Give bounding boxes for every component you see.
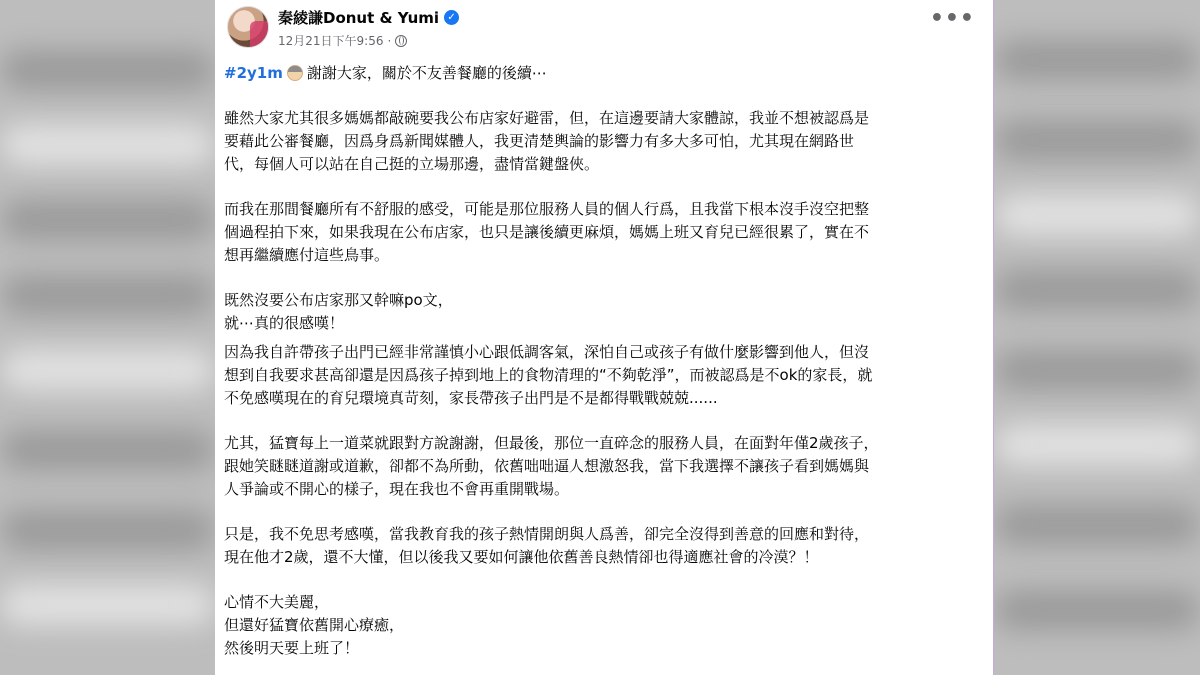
- post-paragraph: 心情不大美麗， 但還好猛寶依舊開心療癒， 然後明天要上班了！: [224, 593, 405, 657]
- globe-icon: [395, 35, 407, 47]
- post-paragraph: 尤其，猛寶每上一道菜就跟對方說謝謝，但最後，那位一直碎念的服務人員，在面對年僅2歲孩子， 跟她笑瞇瞇道謝或道歉，卻都不為所動，依舊咄咄逼人想激怒我，當下我選擇不讓孩子看到媽媽與 人爭論或不開心的樣子，現在我也不會再重開戰場。: [224, 434, 879, 498]
- hashtag-link[interactable]: #2y1m: [224, 64, 283, 82]
- post-meta: [278, 32, 407, 49]
- post-paragraph: 雖然大家尤其很多媽媽都敲碗要我公布店家好避雷，但，在這邊要請大家體諒，我並不想被認爲是 要藉此公審餐廳，因爲身爲新聞媒體人，我更清楚輿論的影響力有多大多可怕，尤其現在網路世 代，每個人可以站在自己挺的立場那邊，盡情當鍵盤俠。: [224, 109, 870, 173]
- face-emoji-icon: [287, 65, 303, 81]
- post-intro: [224, 62, 984, 85]
- post-paragraph: 只是，我不免思考感嘆，當我教育我的孩子熱情開朗與人爲善，卻完全沒得到善意的回應和對待， 現在他才2歲，還不大懂，但以後我又要如何讓他依舊善良熱情卻也得適應社會的冷漠？！: [224, 525, 870, 566]
- verified-badge-icon: ✓: [444, 10, 459, 25]
- post-paragraph: 既然沒要公布店家那又幹嘛po文， 就⋯真的很感嘆！: [224, 291, 453, 332]
- blurred-background-right: [994, 0, 1200, 675]
- blurred-background-left: [0, 0, 215, 675]
- post-timestamp[interactable]: 12月21日下午9:56: [278, 34, 384, 48]
- more-options-button[interactable]: •••: [929, 6, 975, 31]
- meta-separator: ·: [387, 33, 392, 48]
- post-paragraph: 而我在那間餐廳所有不舒服的感受，可能是那位服務人員的個人行爲，且我當下根本沒手沒空把整 個過程拍下來，如果我現在公布店家，也只是讓後續更麻煩，媽媽上班又育兒已經很累了，實在不 想再繼續應付這些鳥事。: [224, 200, 870, 264]
- avatar[interactable]: [227, 6, 269, 48]
- author-name[interactable]: 秦綾謙Donut & Yumi: [278, 9, 440, 27]
- post-author[interactable]: [278, 7, 459, 28]
- post-edge-line: [993, 0, 994, 675]
- intro-text: 謝謝大家，關於不友善餐廳的後續⋯: [306, 64, 547, 82]
- post-body: [224, 62, 984, 675]
- facebook-post: [215, 0, 994, 675]
- post-paragraph: 因為我自許帶孩子出門已經非常謹慎小心跟低調客氣，深怕自己或孩子有做什麼影響到他人，但沒 想到自我要求甚高卻還是因爲孩子掉到地上的食物清理的“不夠乾淨”，而被認爲是不ok的家長，就 不免感嘆現在的育兒環境真苛刻，家長帶孩子出門是不是都得戰戰兢兢......: [224, 343, 873, 407]
